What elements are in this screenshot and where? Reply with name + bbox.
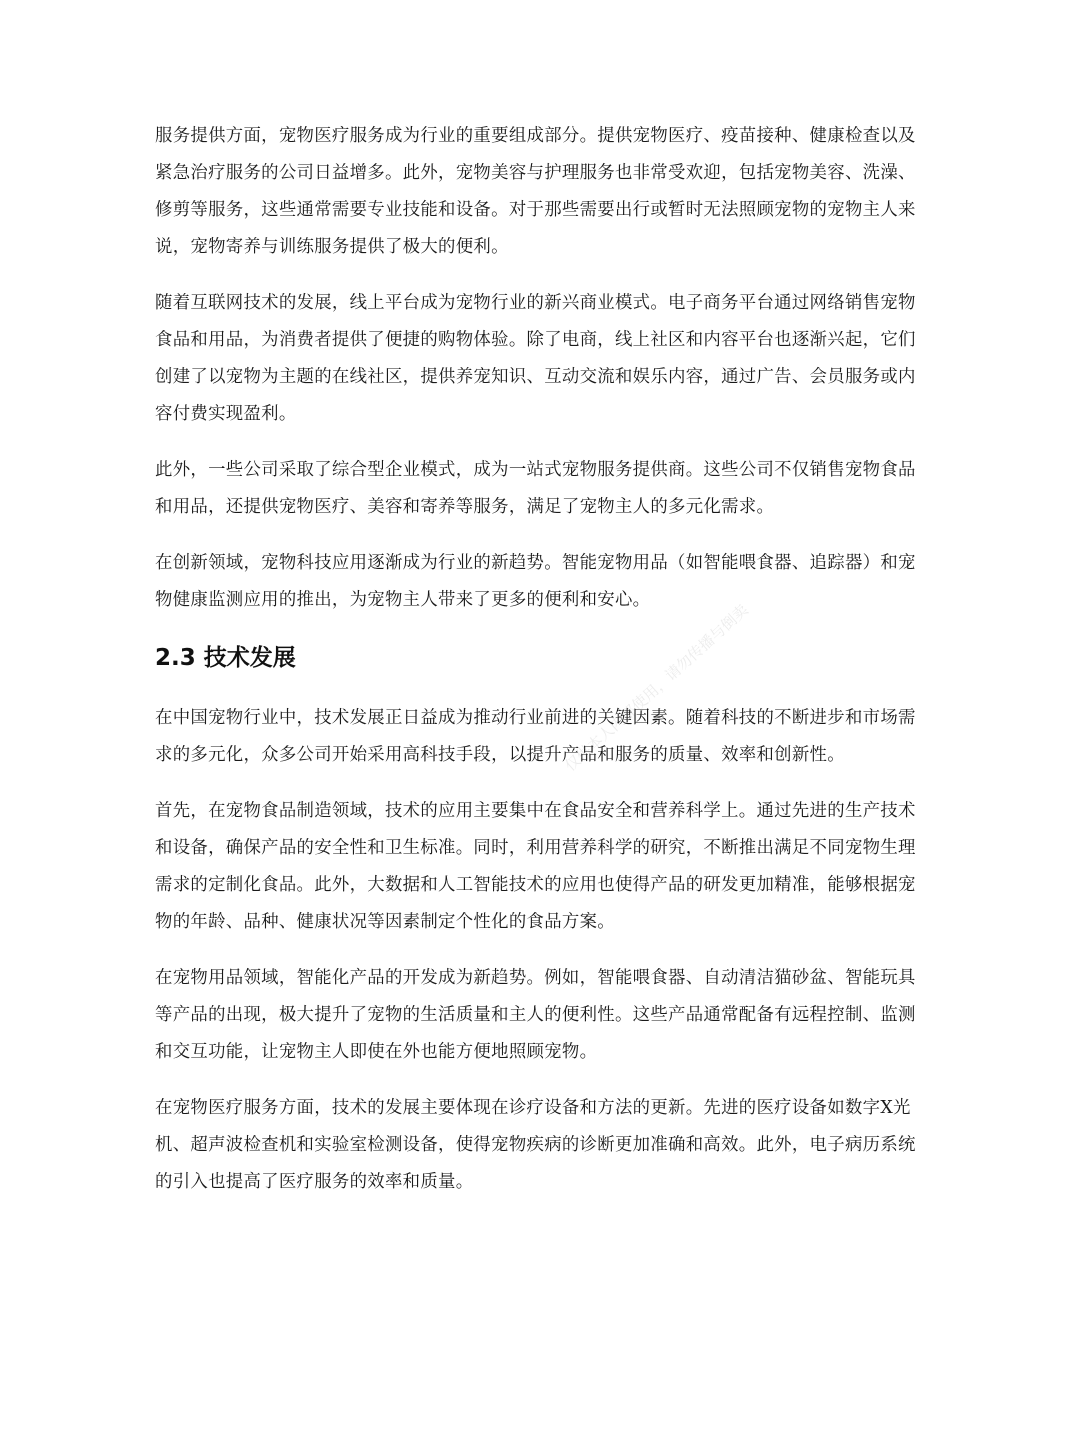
paragraph-medical-tech: 在宠物医疗服务方面，技术的发展主要体现在诊疗设备和方法的更新。先进的医疗设备如数字X光机、超声波检查机和实验室检测设备，使得宠物疾病的诊断更加准确和高效。此外，电子病历系统的引入也提高了医疗服务的效率和质量。	[155, 1098, 916, 1192]
paragraph-supplies-tech: 在宠物用品领域，智能化产品的开发成为新趋势。例如，智能喂食器、自动清洁猫砂盆、智能玩具等产品的出现，极大提升了宠物的生活质量和主人的便利性。这些产品通常配备有远程控制、监测和交互功能，让宠物主人即使在外也能方便地照顾宠物。	[155, 968, 916, 1062]
paragraph-integrated-model: 此外，一些公司采取了综合型企业模式，成为一站式宠物服务提供商。这些公司不仅销售宠物食品和用品，还提供宠物医疗、美容和寄养等服务，满足了宠物主人的多元化需求。	[155, 460, 916, 517]
paragraph-food-tech: 首先，在宠物食品制造领域，技术的应用主要集中在食品安全和营养科学上。通过先进的生产技术和设备，确保产品的安全性和卫生标准。同时，利用营养科学的研究，不断推出满足不同宠物生理需求的定制化食品。此外，大数据和人工智能技术的应用也使得产品的研发更加精准，能够根据宠物的年龄、品种、健康状况等因素制定个性化的食品方案。	[155, 801, 916, 932]
paragraph-online-platforms: 随着互联网技术的发展，线上平台成为宠物行业的新兴商业模式。电子商务平台通过网络销售宠物食品和用品，为消费者提供了便捷的购物体验。除了电商，线上社区和内容平台也逐渐兴起，它们创建了以宠物为主题的在线社区，提供养宠知识、互动交流和娱乐内容，通过广告、会员服务或内容付费实现盈利。	[155, 293, 916, 424]
paragraph-pet-tech-innovation: 在创新领域，宠物科技应用逐渐成为行业的新趋势。智能宠物用品（如智能喂食器、追踪器）和宠物健康监测应用的推出，为宠物主人带来了更多的便利和安心。	[155, 553, 916, 610]
paragraph-tech-intro: 在中国宠物行业中，技术发展正日益成为推动行业前进的关键因素。随着科技的不断进步和市场需求的多元化，众多公司开始采用高科技手段，以提升产品和服务的质量、效率和创新性。	[155, 708, 916, 765]
paragraph-services: 服务提供方面，宠物医疗服务成为行业的重要组成部分。提供宠物医疗、疫苗接种、健康检查以及紧急治疗服务的公司日益增多。此外，宠物美容与护理服务也非常受欢迎，包括宠物美容、洗澡、修剪等服务，这些通常需要专业技能和设备。对于那些需要出行或暂时无法照顾宠物的宠物主人来说，宠物寄养与训练服务提供了极大的便利。	[155, 126, 916, 257]
watermark-text: 仅供本人内部使用，请勿传播与倒卖	[561, 600, 752, 775]
section-heading: 2.3 技术发展	[155, 645, 296, 671]
document-page	[155, 118, 930, 1220]
